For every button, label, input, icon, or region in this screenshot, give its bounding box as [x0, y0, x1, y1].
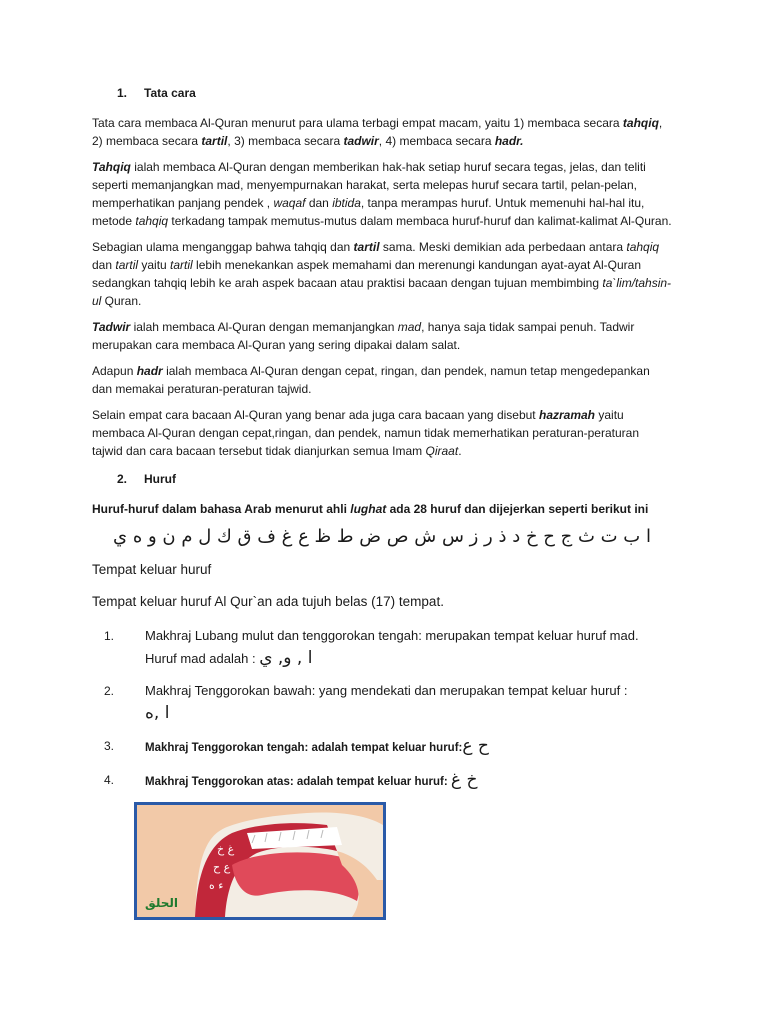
paragraph-hazramah: Selain empat cara bacaan Al-Quran yang benar ada juga cara bacaan yang disebut hazramah yaitu membaca Al-Quran dengan cepat,ringan, dan pendek, namun tidak memerhatikan peraturan-peraturan tajwid dan cara bacaan tersebut tidak dianjurkan semua Imam Qiraat.	[92, 408, 640, 458]
paragraph-huruf-intro: Huruf-huruf dalam bahasa Arab menurut ahli lughat ada 28 huruf dan dijejerkan seperti berikut ini	[92, 502, 649, 516]
paragraph-tadwir: Tadwir ialah membaca Al-Quran dengan memanjangkan mad, hanya saja tidak sampai penuh. Tadwir merupakan cara membaca Al-Quran yang sering dipakai dalam salat.	[92, 320, 635, 352]
document-content	[92, 86, 672, 803]
tempat-heading: Tempat keluar huruf	[92, 562, 212, 577]
section-number: 2.	[117, 472, 128, 486]
throat-illustration	[134, 802, 386, 920]
section-heading-huruf	[117, 472, 672, 486]
tempat-intro: Tempat keluar huruf Al Qur`an ada tujuh belas (17) tempat.	[92, 594, 444, 609]
label-hamza-ha: ء ه	[209, 879, 224, 892]
section-title: Huruf	[144, 472, 176, 486]
arabic-alphabet: ا ب ت ث ج ح خ د ذ ر ز س ش ص ض ط ظ ع غ ف ق ك ل م ن و ه ي	[113, 526, 651, 547]
mouth-cross-section-image	[137, 805, 383, 917]
paragraph-tahqiq: Tahqiq ialah membaca Al-Quran dengan memberikan hak-hak setiap huruf secara tegas, jelas, dan teliti seperti memanjangkan mad, menyempurnakan harakat, serta melepas huruf secara tartil, pelan-pelan, memperhatikan panjang pendek , waqaf dan ibtida, tanpa merampas huruf. Untuk memenuhi hal-hal itu, metode tahqiq terkadang tampak memutus-mutus dalam membaca huruf-huruf dan kalimat-kalimat Al-Quran.	[92, 160, 672, 228]
section-title: Tata cara	[144, 86, 196, 100]
label-ain-ha: ع ح	[213, 861, 231, 874]
paragraph-hadr: Adapun hadr ialah membaca Al-Quran dengan cepat, ringan, dan pendek, namun tetap mengedepankan dan memakai peraturan-peraturan tajwid.	[92, 364, 650, 396]
image-caption: الحلق	[145, 896, 178, 910]
makhraj-item-2: 2. Makhraj Tenggorokan bawah: yang mendekati dan merupakan tempat keluar huruf : ا ,ه	[104, 683, 628, 723]
section-heading-tata-cara	[117, 86, 672, 100]
section-number: 1.	[117, 86, 128, 100]
paragraph-tartil: Sebagian ulama menganggap bahwa tahqiq dan tartil sama. Meski demikian ada perbedaan antara tahqiq dan tartil yaitu tartil lebih menekankan aspek memahami dan merenungi kandungan ayat-ayat Al-Quran sedangkan tahqiq lebih ke arah aspek bacaan atau praktisi bacaan dengan tujuan membimbing ta`lim/tahsin-ul Quran.	[92, 240, 672, 308]
paragraph-tata-cara-intro: Tata cara membaca Al-Quran menurut para ulama terbagi empat macam, yaitu 1) membaca secara tahqiq, 2) membaca secara tartil, 3) membaca secara tadwir, 4) membaca secara hadr.	[92, 116, 663, 148]
makhraj-item-3: 3. Makhraj Tenggorokan tengah: adalah tempat keluar huruf:ح ع	[104, 736, 489, 756]
label-ghain-kha: غ خ	[217, 843, 235, 856]
makhraj-item-4: 4. Makhraj Tenggorokan atas: adalah tempat keluar huruf: خ غ	[104, 770, 478, 790]
makhraj-item-1: 1. Makhraj Lubang mulut dan tenggorokan tengah: merupakan tempat keluar huruf mad. Huruf mad adalah : ا , و, ي	[104, 628, 639, 668]
